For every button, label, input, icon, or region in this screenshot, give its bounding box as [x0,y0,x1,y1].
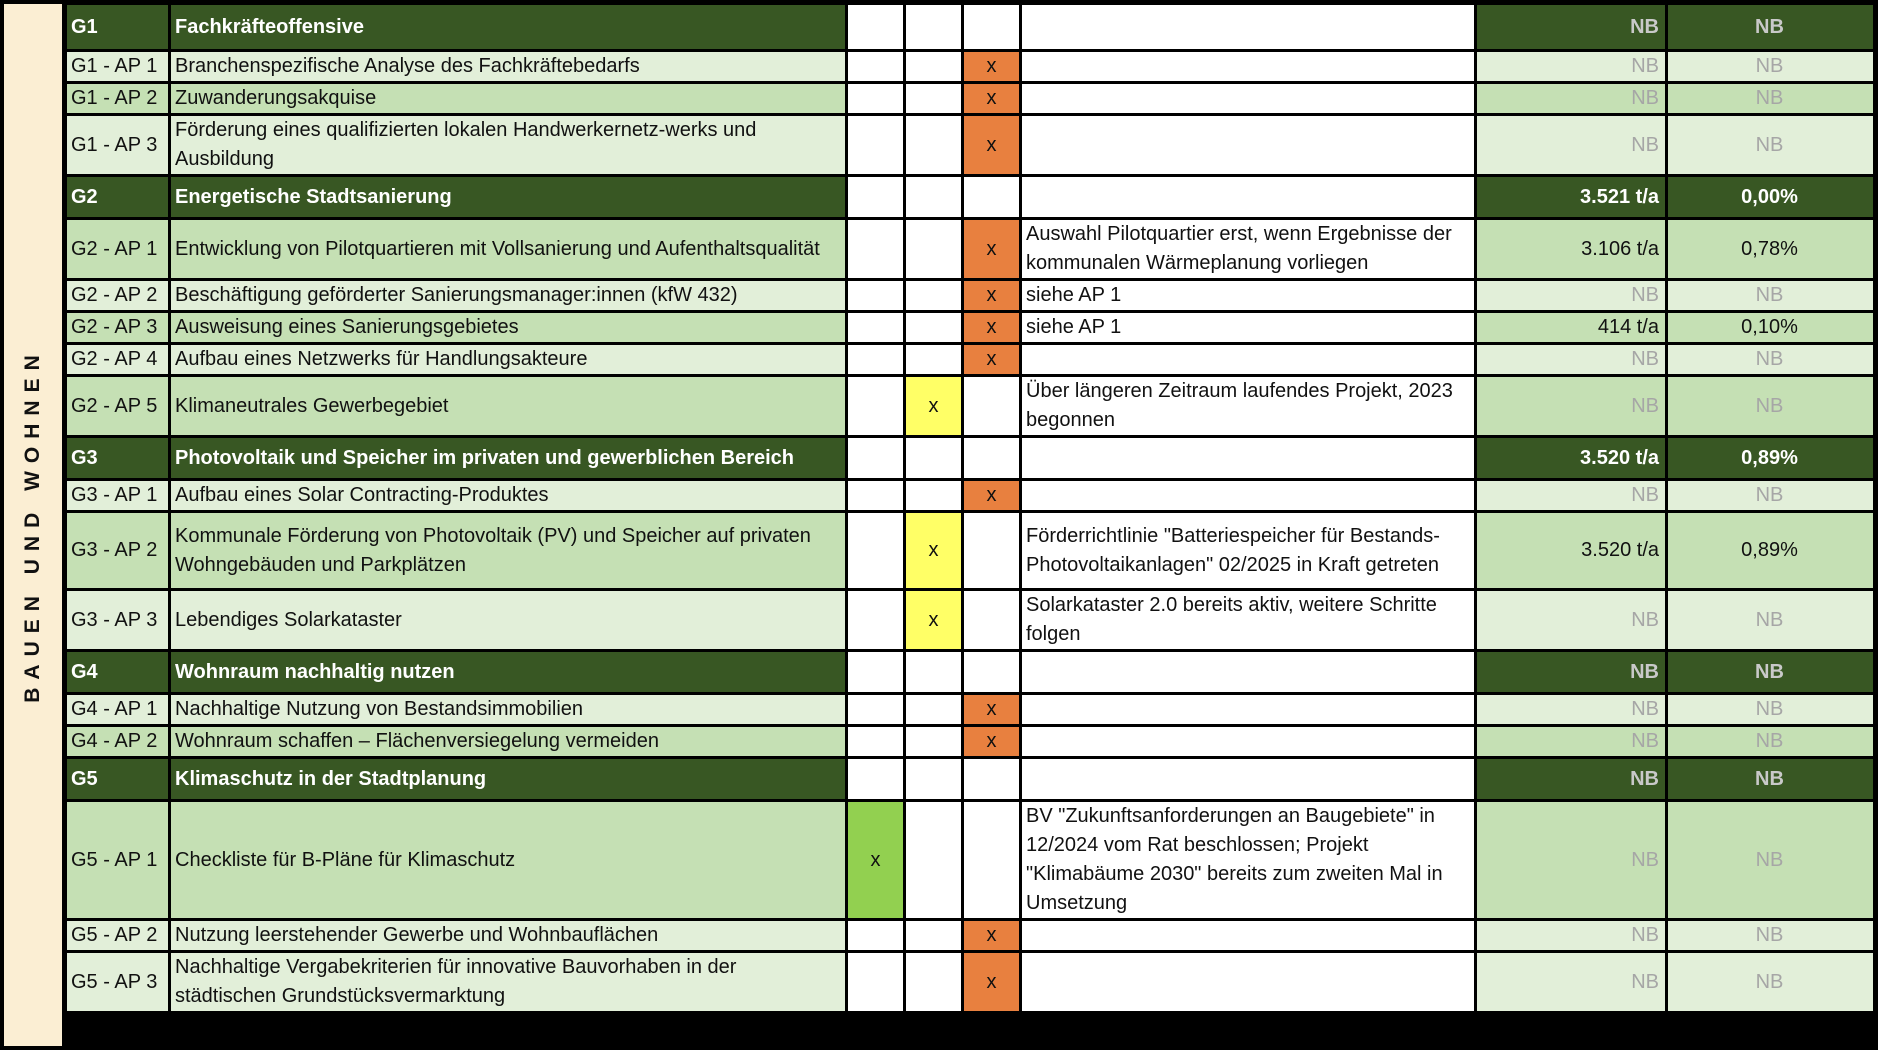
row-id: G1 - AP 1 [67,52,168,81]
row-note [1022,84,1474,113]
row-emission-value: 3.520 t/a [1477,438,1665,478]
status-cell-yellow [906,116,961,174]
row-percentage: NB [1668,52,1873,81]
row-emission-value: NB [1477,84,1665,113]
row-title: Lebendiges Solarkataster [171,591,845,649]
row-note [1022,481,1474,510]
row-id: G4 - AP 2 [67,727,168,756]
row-note [1022,652,1474,692]
row-note [1022,695,1474,724]
row-id: G2 - AP 1 [67,220,168,278]
row-note: siehe AP 1 [1022,313,1474,342]
row-emission-value: NB [1477,802,1665,918]
row-note: Solarkataster 2.0 bereits aktiv, weitere Schritte folgen [1022,591,1474,649]
row-emission-value: NB [1477,727,1665,756]
row-emission-value: NB [1477,695,1665,724]
group-row [67,5,1873,49]
status-cell-green [848,438,903,478]
status-cell-yellow [906,921,961,950]
status-cell-green [848,759,903,799]
status-cell-green [848,695,903,724]
status-cell-yellow [906,313,961,342]
row-percentage: NB [1668,759,1873,799]
row-title: Klimaneutrales Gewerbegebiet [171,377,845,435]
group-row [67,438,1873,478]
status-cell-orange: x [964,695,1019,724]
row-emission-value: NB [1477,5,1665,49]
row-emission-value: NB [1477,652,1665,692]
row-note [1022,345,1474,374]
row-id: G1 - AP 3 [67,116,168,174]
row-percentage: NB [1668,591,1873,649]
row-id: G5 - AP 2 [67,921,168,950]
status-cell-yellow [906,84,961,113]
status-cell-green [848,84,903,113]
status-cell-yellow [906,759,961,799]
row-emission-value: 3.521 t/a [1477,177,1665,217]
status-cell-green [848,220,903,278]
row-percentage: NB [1668,802,1873,918]
row-emission-value: NB [1477,953,1665,1011]
status-cell-green [848,52,903,81]
row-percentage: NB [1668,727,1873,756]
row-title: Branchenspezifische Analyse des Fachkräftebedarfs [171,52,845,81]
row-emission-value: NB [1477,921,1665,950]
status-cell-orange: x [964,345,1019,374]
status-cell-green [848,345,903,374]
status-cell-yellow: x [906,513,961,588]
status-cell-orange [964,5,1019,49]
row-note [1022,759,1474,799]
row-id: G5 - AP 3 [67,953,168,1011]
status-cell-green [848,313,903,342]
status-cell-yellow [906,345,961,374]
row-title: Nutzung leerstehender Gewerbe und Wohnbauflächen [171,921,845,950]
status-cell-green [848,652,903,692]
status-cell-yellow [906,281,961,310]
row-id: G5 [67,759,168,799]
row-emission-value: NB [1477,591,1665,649]
status-cell-yellow [906,438,961,478]
row-title: Nachhaltige Vergabekriterien für innovative Bauvorhaben in der städtischen Grundstücksvermarktung [171,953,845,1011]
row-title: Entwicklung von Pilotquartieren mit Vollsanierung und Aufenthaltsqualität [171,220,845,278]
status-cell-yellow [906,481,961,510]
status-cell-orange: x [964,727,1019,756]
row-emission-value: NB [1477,481,1665,510]
row-title: Förderung eines qualifizierten lokalen Handwerkernetz-werks und Ausbildung [171,116,845,174]
row-emission-value: NB [1477,345,1665,374]
category-label-text: BAUEN UND WOHNEN [21,347,44,703]
table-body [67,5,1873,1011]
table-row [67,513,1873,588]
status-cell-orange: x [964,220,1019,278]
row-percentage: NB [1668,695,1873,724]
group-row [67,652,1873,692]
status-cell-yellow [906,727,961,756]
table-row [67,220,1873,278]
row-id: G4 [67,652,168,692]
status-cell-green [848,116,903,174]
table-row [67,481,1873,510]
row-emission-value: NB [1477,759,1665,799]
row-title: Nachhaltige Nutzung von Bestandsimmobilien [171,695,845,724]
row-id: G2 [67,177,168,217]
row-note [1022,5,1474,49]
row-title: Aufbau eines Solar Contracting-Produktes [171,481,845,510]
status-cell-yellow [906,52,961,81]
measures-table [64,2,1876,1014]
row-id: G1 [67,5,168,49]
table-row [67,727,1873,756]
row-emission-value: NB [1477,116,1665,174]
row-note [1022,116,1474,174]
row-title: Ausweisung eines Sanierungsgebietes [171,313,845,342]
row-title: Energetische Stadtsanierung [171,177,845,217]
status-cell-green [848,513,903,588]
status-cell-green [848,281,903,310]
table-row [67,953,1873,1011]
table-row [67,313,1873,342]
status-cell-orange: x [964,313,1019,342]
table-row [67,921,1873,950]
table-row [67,116,1873,174]
row-percentage: NB [1668,377,1873,435]
status-cell-green [848,953,903,1011]
row-percentage: NB [1668,345,1873,374]
row-note [1022,177,1474,217]
row-title: Zuwanderungsakquise [171,84,845,113]
table-row [67,377,1873,435]
status-cell-orange [964,438,1019,478]
row-id: G2 - AP 5 [67,377,168,435]
status-cell-orange: x [964,84,1019,113]
row-note [1022,953,1474,1011]
row-percentage: 0,89% [1668,438,1873,478]
status-cell-orange: x [964,921,1019,950]
row-percentage: NB [1668,84,1873,113]
status-cell-green [848,921,903,950]
table-row [67,281,1873,310]
row-id: G2 - AP 4 [67,345,168,374]
row-percentage: NB [1668,953,1873,1011]
status-cell-orange [964,759,1019,799]
row-id: G3 - AP 3 [67,591,168,649]
status-cell-green [848,377,903,435]
status-cell-yellow [906,177,961,217]
row-emission-value: NB [1477,52,1665,81]
row-title: Checkliste für B-Pläne für Klimaschutz [171,802,845,918]
row-percentage: NB [1668,481,1873,510]
row-emission-value: NB [1477,281,1665,310]
group-row [67,177,1873,217]
status-cell-yellow [906,220,961,278]
row-id: G3 [67,438,168,478]
status-cell-yellow [906,5,961,49]
status-cell-orange: x [964,481,1019,510]
row-percentage: NB [1668,281,1873,310]
row-id: G1 - AP 2 [67,84,168,113]
row-emission-value: 414 t/a [1477,313,1665,342]
row-note: Auswahl Pilotquartier erst, wenn Ergebnisse der kommunalen Wärmeplanung vorliegen [1022,220,1474,278]
table-row [67,345,1873,374]
table-row [67,52,1873,81]
row-emission-value: 3.106 t/a [1477,220,1665,278]
table-row [67,591,1873,649]
status-cell-orange [964,802,1019,918]
table-row [67,695,1873,724]
row-title: Aufbau eines Netzwerks für Handlungsakteure [171,345,845,374]
row-id: G3 - AP 2 [67,513,168,588]
row-id: G5 - AP 1 [67,802,168,918]
status-cell-orange [964,377,1019,435]
row-note: Förderrichtlinie "Batteriespeicher für Bestands-Photovoltaikanlagen" 02/2025 in Kraft getreten [1022,513,1474,588]
row-percentage: NB [1668,921,1873,950]
table-row [67,84,1873,113]
status-cell-yellow: x [906,591,961,649]
status-cell-yellow [906,652,961,692]
row-percentage: NB [1668,5,1873,49]
row-note: siehe AP 1 [1022,281,1474,310]
status-cell-orange: x [964,52,1019,81]
row-percentage: 0,00% [1668,177,1873,217]
row-note: BV "Zukunftsanforderungen an Baugebiete" in 12/2024 vom Rat beschlossen; Projekt "Klimabäume 2030" bereits zum zweiten Mal in Umsetzung [1022,802,1474,918]
status-cell-orange: x [964,281,1019,310]
status-cell-yellow [906,802,961,918]
row-title: Klimaschutz in der Stadtplanung [171,759,845,799]
status-cell-yellow [906,953,961,1011]
status-cell-green: x [848,802,903,918]
row-id: G3 - AP 1 [67,481,168,510]
row-percentage: 0,78% [1668,220,1873,278]
row-title: Wohnraum nachhaltig nutzen [171,652,845,692]
row-title: Wohnraum schaffen – Flächenversiegelung vermeiden [171,727,845,756]
row-id: G2 - AP 2 [67,281,168,310]
status-cell-green [848,177,903,217]
category-label [4,4,62,1046]
row-id: G2 - AP 3 [67,313,168,342]
status-cell-green [848,481,903,510]
status-cell-orange [964,591,1019,649]
row-emission-value: NB [1477,377,1665,435]
row-note [1022,921,1474,950]
row-title: Kommunale Förderung von Photovoltaik (PV) und Speicher auf privaten Wohngebäuden und Parkplätzen [171,513,845,588]
status-cell-orange [964,177,1019,217]
row-note [1022,438,1474,478]
row-note [1022,52,1474,81]
row-percentage: NB [1668,652,1873,692]
group-row [67,759,1873,799]
row-note [1022,727,1474,756]
status-cell-yellow [906,695,961,724]
row-id: G4 - AP 1 [67,695,168,724]
status-cell-green [848,5,903,49]
status-cell-orange: x [964,953,1019,1011]
row-percentage: NB [1668,116,1873,174]
row-note: Über längeren Zeitraum laufendes Projekt, 2023 begonnen [1022,377,1474,435]
row-title: Beschäftigung geförderter Sanierungsmanager:innen (kfW 432) [171,281,845,310]
status-cell-orange [964,513,1019,588]
row-title: Fachkräfteoffensive [171,5,845,49]
row-percentage: 0,10% [1668,313,1873,342]
row-title: Photovoltaik und Speicher im privaten und gewerblichen Bereich [171,438,845,478]
row-emission-value: 3.520 t/a [1477,513,1665,588]
status-cell-yellow: x [906,377,961,435]
status-cell-orange: x [964,116,1019,174]
row-percentage: 0,89% [1668,513,1873,588]
status-cell-orange [964,652,1019,692]
table-row [67,802,1873,918]
status-cell-green [848,727,903,756]
status-cell-green [848,591,903,649]
